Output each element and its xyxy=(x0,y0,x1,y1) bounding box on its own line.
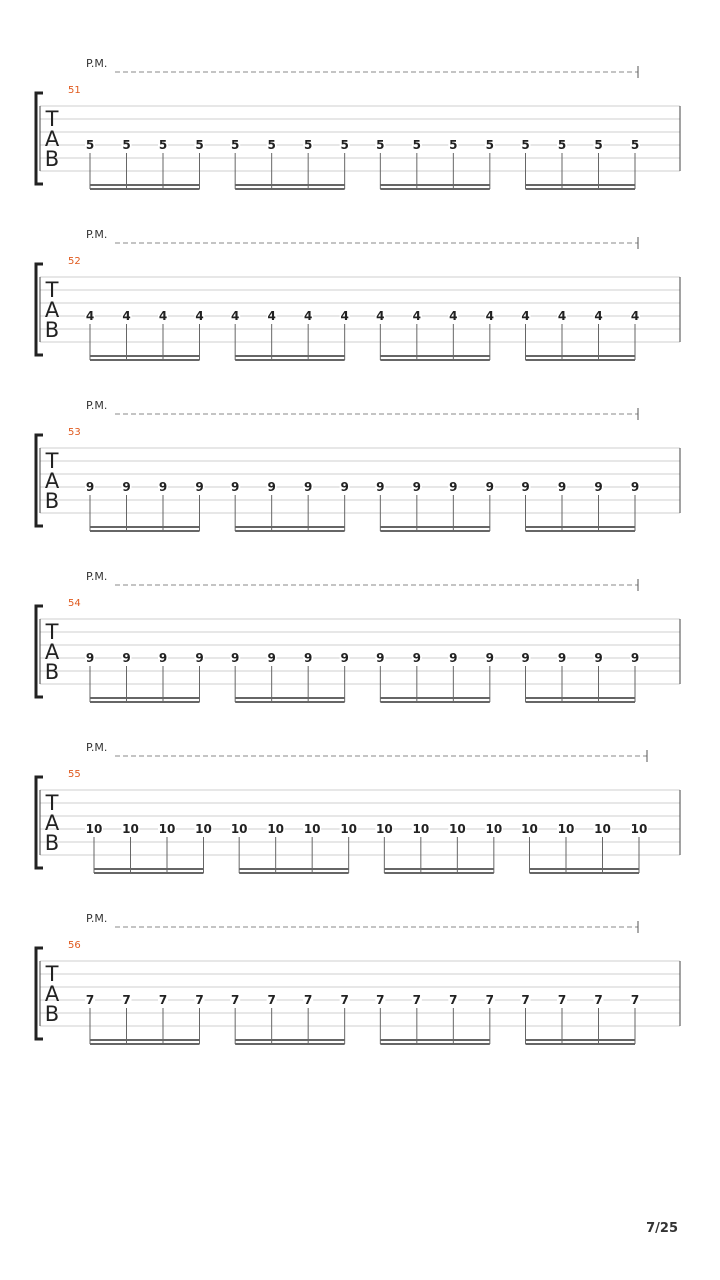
fret-number: 9 xyxy=(195,480,204,494)
fret-number: 4 xyxy=(557,309,567,323)
fret-number: 4 xyxy=(122,309,131,323)
fret-number: 4 xyxy=(376,309,385,323)
fret-number: 4 xyxy=(267,309,276,323)
fret-number: 7 xyxy=(303,993,313,1007)
fret-number: 9 xyxy=(122,651,131,665)
fret-number: 4 xyxy=(412,309,422,323)
fret-number: 9 xyxy=(230,480,240,494)
fret-number: 10 xyxy=(85,822,103,836)
fret-number: 9 xyxy=(303,480,313,494)
fret-number: 7 xyxy=(630,993,640,1007)
fret-number: 10 xyxy=(195,822,212,836)
fret-number: 9 xyxy=(267,480,276,494)
fret-number: 7 xyxy=(122,993,131,1007)
fret-number: 9 xyxy=(267,651,276,665)
fret-number: 9 xyxy=(594,651,603,665)
fret-number: 4 xyxy=(594,309,603,323)
fret-number: 5 xyxy=(594,138,603,152)
fret-number: 4 xyxy=(158,309,168,323)
fret-number: 5 xyxy=(449,138,458,152)
tab-clef-letter: A xyxy=(44,640,60,664)
fret-number: 10 xyxy=(412,822,430,836)
fret-number: 9 xyxy=(122,480,131,494)
fret-number: 10 xyxy=(557,822,575,836)
fret-number: 9 xyxy=(158,480,168,494)
tab-clef-letter: A xyxy=(44,982,60,1006)
fret-number: 4 xyxy=(521,309,530,323)
fret-number: 9 xyxy=(630,651,640,665)
fret-number: 5 xyxy=(195,138,204,152)
measure-number: 52 xyxy=(68,256,81,267)
fret-number: 9 xyxy=(85,480,95,494)
palm-mute-label: P.M. xyxy=(86,912,108,925)
fret-number: 10 xyxy=(267,822,285,836)
fret-number: 9 xyxy=(521,651,530,665)
fret-number: 7 xyxy=(449,993,458,1007)
fret-number: 5 xyxy=(85,138,95,152)
fret-number: 7 xyxy=(85,993,95,1007)
fret-number: 4 xyxy=(485,309,495,323)
palm-mute-label: P.M. xyxy=(86,57,108,70)
measure-number: 55 xyxy=(68,769,81,780)
measure-number: 54 xyxy=(68,598,81,609)
tab-clef-letter: A xyxy=(44,469,60,493)
fret-number: 5 xyxy=(158,138,168,152)
fret-number: 5 xyxy=(557,138,567,152)
fret-number: 10 xyxy=(375,822,393,836)
fret-number: 9 xyxy=(449,480,458,494)
fret-number: 9 xyxy=(594,480,603,494)
tab-clef-letter: A xyxy=(44,811,60,835)
fret-number: 9 xyxy=(412,480,422,494)
tab-clef-letter: B xyxy=(44,831,60,855)
tab-clef-letter: B xyxy=(44,147,60,171)
fret-number: 5 xyxy=(230,138,240,152)
tab-clef-letter: B xyxy=(44,489,60,513)
fret-number: 9 xyxy=(340,651,349,665)
fret-number: 9 xyxy=(412,651,422,665)
tab-clef-letter: A xyxy=(44,127,60,151)
tab-clef-letter: T xyxy=(45,962,59,986)
fret-number: 9 xyxy=(85,651,95,665)
fret-number: 9 xyxy=(158,651,168,665)
tab-clef-letter: B xyxy=(44,318,60,342)
fret-number: 9 xyxy=(340,480,349,494)
tab-clef-letter: T xyxy=(45,278,59,302)
fret-number: 10 xyxy=(485,822,503,836)
fret-number: 5 xyxy=(485,138,495,152)
fret-number: 5 xyxy=(267,138,276,152)
tab-clef-letter: T xyxy=(45,791,59,815)
fret-number: 7 xyxy=(267,993,276,1007)
fret-number: 7 xyxy=(594,993,603,1007)
fret-number: 9 xyxy=(557,651,567,665)
fret-number: 9 xyxy=(303,651,313,665)
fret-number: 5 xyxy=(376,138,385,152)
fret-number: 7 xyxy=(158,993,168,1007)
measure-number: 56 xyxy=(68,940,81,951)
fret-number: 9 xyxy=(630,480,640,494)
fret-number: 10 xyxy=(448,822,466,836)
fret-number: 10 xyxy=(630,822,648,836)
fret-number: 7 xyxy=(340,993,349,1007)
fret-number: 4 xyxy=(630,309,640,323)
fret-number: 10 xyxy=(340,822,358,836)
measure-number: 53 xyxy=(68,427,81,438)
fret-number: 7 xyxy=(521,993,530,1007)
palm-mute-label: P.M. xyxy=(86,570,108,583)
palm-mute-label: P.M. xyxy=(86,228,108,241)
fret-number: 5 xyxy=(521,138,530,152)
fret-number: 7 xyxy=(485,993,495,1007)
tab-clef-letter: T xyxy=(45,620,59,644)
tab-clef-letter: A xyxy=(44,298,60,322)
fret-number: 5 xyxy=(630,138,640,152)
fret-number: 10 xyxy=(230,822,248,836)
fret-number: 9 xyxy=(195,651,204,665)
fret-number: 10 xyxy=(303,822,321,836)
fret-number: 10 xyxy=(521,822,538,836)
tab-clef-letter: B xyxy=(44,1002,60,1026)
fret-number: 7 xyxy=(557,993,567,1007)
fret-number: 7 xyxy=(412,993,422,1007)
fret-number: 4 xyxy=(195,309,204,323)
measure-number: 51 xyxy=(68,85,81,96)
fret-number: 9 xyxy=(376,651,385,665)
fret-number: 10 xyxy=(122,822,139,836)
fret-number: 4 xyxy=(85,309,95,323)
fret-number: 4 xyxy=(340,309,349,323)
fret-number: 5 xyxy=(340,138,349,152)
page-number: 7/25 xyxy=(646,1221,678,1236)
fret-number: 7 xyxy=(230,993,240,1007)
fret-number: 9 xyxy=(557,480,567,494)
fret-number: 10 xyxy=(594,822,611,836)
palm-mute-label: P.M. xyxy=(86,399,108,412)
fret-number: 10 xyxy=(158,822,176,836)
tab-clef-letter: T xyxy=(45,107,59,131)
fret-number: 9 xyxy=(376,480,385,494)
fret-number: 4 xyxy=(449,309,458,323)
fret-number: 9 xyxy=(521,480,530,494)
fret-number: 9 xyxy=(485,651,495,665)
fret-number: 7 xyxy=(376,993,385,1007)
fret-number: 4 xyxy=(230,309,240,323)
fret-number: 7 xyxy=(195,993,204,1007)
fret-number: 5 xyxy=(412,138,422,152)
fret-number: 4 xyxy=(303,309,313,323)
fret-number: 9 xyxy=(230,651,240,665)
fret-number: 9 xyxy=(449,651,458,665)
fret-number: 5 xyxy=(303,138,313,152)
tab-clef-letter: T xyxy=(45,449,59,473)
palm-mute-label: P.M. xyxy=(86,741,108,754)
fret-number: 9 xyxy=(485,480,495,494)
tab-clef-letter: B xyxy=(44,660,60,684)
fret-number: 5 xyxy=(122,138,131,152)
